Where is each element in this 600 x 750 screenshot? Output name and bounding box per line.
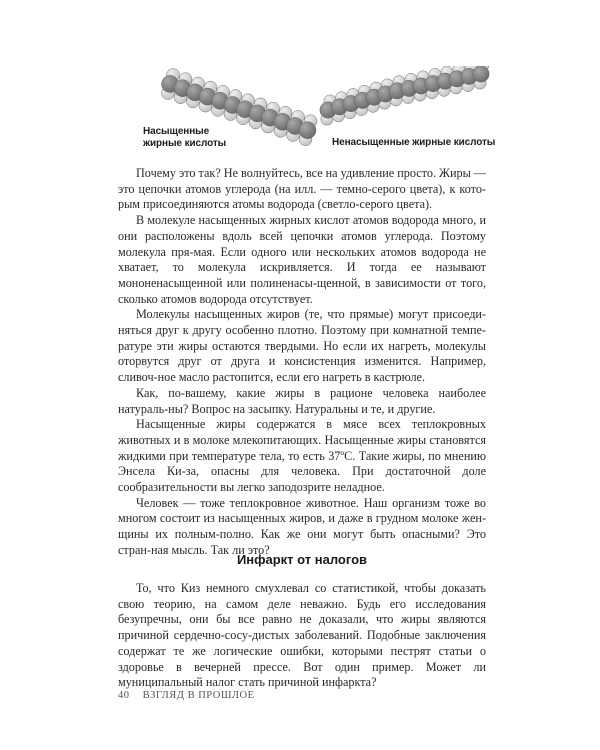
unsaturated-caption: Ненасыщенные жирные кислоты bbox=[332, 137, 496, 148]
carbon-atom bbox=[473, 66, 489, 82]
section-heading: Инфаркт от налогов bbox=[236, 552, 368, 567]
saturated-caption bbox=[143, 126, 233, 150]
page-footer bbox=[118, 690, 255, 701]
running-title: ВЗГЛЯД В ПРОШЛОЕ bbox=[142, 690, 255, 701]
paragraph: Почему это так? Не волнуйтесь, все на удивление просто. Жиры — это цепочки атомов углерода (на илл. — темно-серого цвета), к кото-рым присоединяются атомы водорода (светло-серого цвета). bbox=[118, 166, 486, 212]
carbon-atom bbox=[299, 122, 316, 139]
fatty-acids-illustration bbox=[100, 66, 510, 156]
paragraph: В молекуле насыщенных жирных кислот атомов водорода много, и они расположены вдоль всей цепочки атомов углерода. Поэтому молекула пря-мая. Если одного или нескольких атомов водорода не хватает, то молекула искривляется. И тогда ее называют мононенасыщенной или полиненасы-щенной, в зависимости от того, сколько атомов водорода отсутствует. bbox=[118, 213, 486, 306]
paragraph: Молекулы насыщенных жиров (те, что прямые) могут присоеди-няться друг к другу особенно плотно. Поэтому при комнатной темпе-ратуре эти жиры остаются твердыми. Но если их нагреть, молекулы оторвутся друг от друга и консистенция изменится. Например, сливоч-ное масло растопится, если его нагреть в кастрюле. bbox=[118, 307, 486, 385]
saturated-caption-line1: Насыщенные bbox=[143, 126, 210, 137]
section-body-text bbox=[118, 581, 486, 691]
paragraph: Человек — тоже теплокровное животное. Наш организм тоже во многом состоит из насыщенных жиров, и даже в грудном молоке жен-щины их полным-полно. Как же они могут быть опасными? Это стран-ная мысль. Так ли это? bbox=[118, 495, 486, 557]
body-text bbox=[118, 166, 486, 559]
paragraph: То, что Киз немного смухлевал со статистикой, чтобы доказать свою теорию, на самом деле неважно. Будь его исследования безупречны, они бы все равно не доказали, что жиры являются причиной сердечно-сосу-дистых заболеваний. Подобные заключения содержат те же логические ошибки, которыми пестрят статьи о здоровье в вечерней прессе. Вот один пример. Может ли муниципальный налог стать причиной инфаркта? bbox=[118, 581, 486, 690]
paragraph: Насыщенные жиры содержатся в мясе всех теплокровных животных и в молоке млекопитающих. Насыщенные жиры становятся жидкими при температуре тела, то есть 37ºС. Такие жиры, по мнению Энсела Ки-за, опасны для человека. При достаточной доле сообразительности вы легко заподозрите неладное. bbox=[118, 417, 486, 495]
saturated-caption-line2: жирные кислоты bbox=[143, 138, 227, 149]
paragraph: Как, по-вашему, какие жиры в рационе человека наиболее натураль-ны? Вопрос на засыпку. Натуральны и те, и другие. bbox=[118, 385, 486, 416]
page-number: 40 bbox=[118, 690, 130, 701]
